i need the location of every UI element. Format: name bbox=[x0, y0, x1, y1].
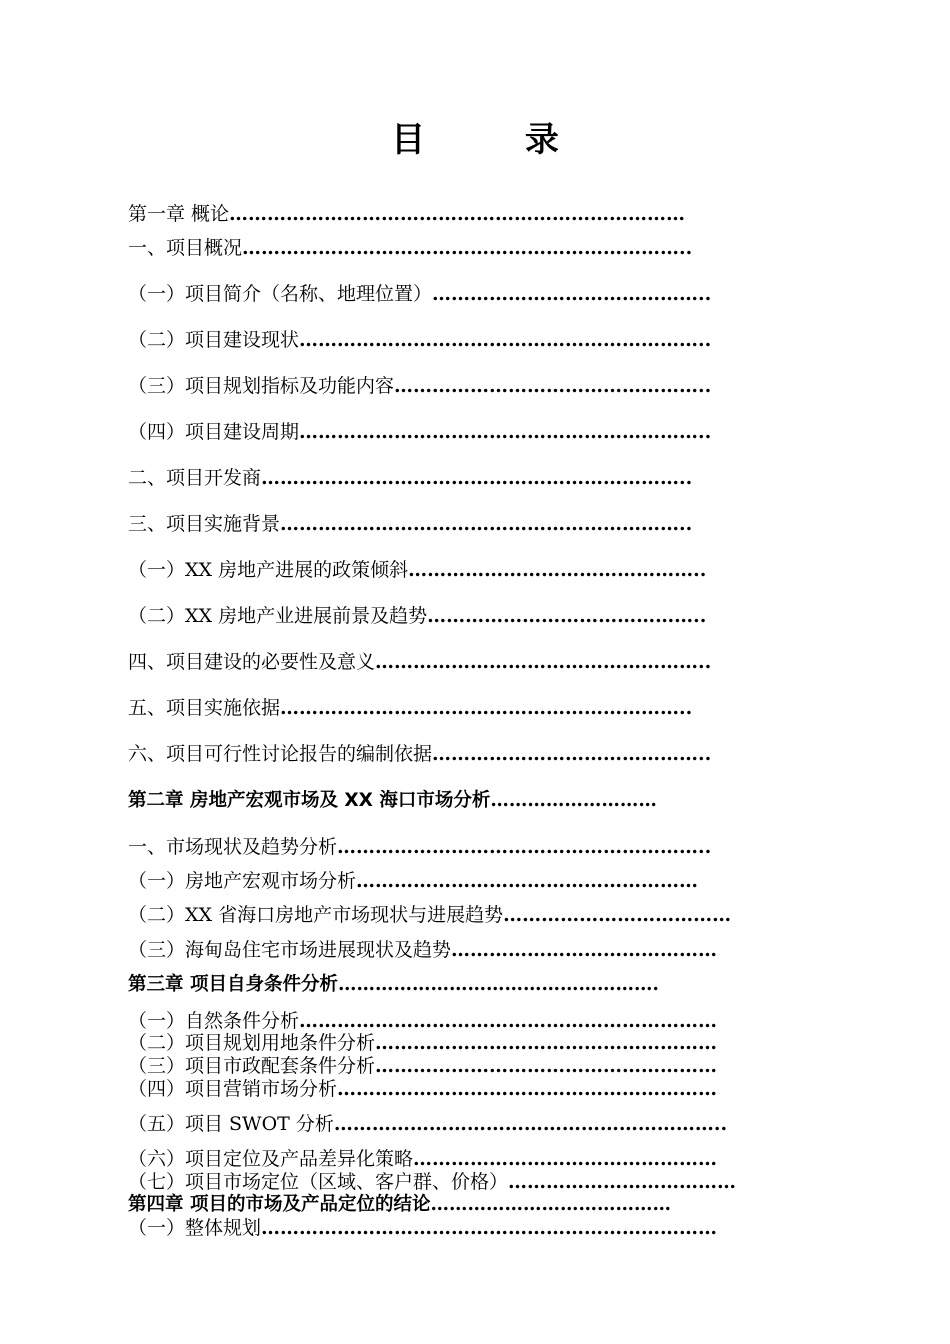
toc-entry-text: （三）项目规划指标及功能内容 bbox=[128, 375, 395, 397]
toc-entry[interactable] bbox=[128, 1193, 671, 1217]
toc-entry-text: 第三章 项目自身条件分析 bbox=[128, 974, 338, 995]
toc-entry-text: （一）整体规划 bbox=[128, 1217, 262, 1239]
toc-entry[interactable] bbox=[128, 1147, 717, 1171]
toc-entry-text: 四、项目建设的必要性及意义 bbox=[128, 651, 376, 673]
toc-entry[interactable] bbox=[128, 1216, 717, 1240]
toc-leader-dots: ………………………………………….. bbox=[394, 375, 712, 397]
toc-leader-dots: ……………………… bbox=[490, 790, 657, 811]
toc-entry-text: （四）项目营销市场分析 bbox=[128, 1078, 338, 1100]
toc-entry-text: 一、市场现状及趋势分析 bbox=[128, 836, 338, 858]
toc-entry[interactable] bbox=[128, 512, 692, 536]
toc-entry-text: （五）项目 SWOT 分析 bbox=[128, 1113, 334, 1135]
toc-entry[interactable] bbox=[128, 742, 711, 766]
toc-leader-dots: ……………………………………………………………… bbox=[229, 203, 686, 225]
toc-leader-dots: ……………………………… bbox=[508, 1171, 737, 1193]
toc-entry[interactable] bbox=[128, 1077, 717, 1101]
toc-entry[interactable] bbox=[128, 650, 711, 674]
toc-entry-text: （四）项目建设周期 bbox=[128, 421, 300, 443]
toc-leader-dots: ………………………………………… bbox=[413, 1148, 718, 1170]
toc-entry-text: （一）房地产宏观市场分析 bbox=[128, 870, 357, 892]
toc-entry-text: 第一章 概论 bbox=[128, 203, 230, 225]
toc-entry[interactable] bbox=[128, 696, 692, 720]
toc-entry[interactable] bbox=[128, 1054, 717, 1078]
toc-entry[interactable] bbox=[128, 789, 657, 813]
toc-entry[interactable] bbox=[128, 604, 706, 628]
toc-leader-dots: ……………………………………………… bbox=[375, 1055, 718, 1077]
toc-entry[interactable] bbox=[128, 1009, 717, 1033]
toc-leader-dots: …………………………………………….. bbox=[375, 651, 712, 673]
toc-leader-dots: …………………………………….. bbox=[432, 283, 712, 305]
toc-entry[interactable] bbox=[128, 466, 692, 490]
toc-entry-text: （一）XX 房地产进展的政策倾斜 bbox=[128, 559, 409, 581]
toc-leader-dots: …………………………………………………… bbox=[337, 1078, 718, 1100]
toc-leader-dots: …………………………………….. bbox=[427, 605, 707, 627]
toc-leader-dots: …………………………………………………….. bbox=[333, 1113, 728, 1135]
toc-entry[interactable] bbox=[128, 282, 711, 306]
toc-entry[interactable] bbox=[128, 938, 717, 962]
toc-leader-dots: ………………………………………………….. bbox=[337, 836, 712, 858]
toc-leader-dots: ………………………………… bbox=[430, 1194, 671, 1215]
page-title: 目 录 bbox=[391, 120, 603, 160]
toc-entry-text: （二）XX 房地产业进展前景及趋势 bbox=[128, 605, 428, 627]
toc-entry[interactable] bbox=[128, 1112, 727, 1136]
toc-entry[interactable] bbox=[128, 328, 711, 352]
toc-entry-text: （六）项目定位及产品差异化策略 bbox=[128, 1148, 414, 1170]
toc-entry-text: （二）XX 省海口房地产市场现状与进展趋势 bbox=[128, 904, 504, 926]
toc-leader-dots: ……………………………………………. bbox=[337, 974, 659, 995]
toc-entry[interactable] bbox=[128, 558, 706, 582]
toc-entry[interactable] bbox=[128, 1170, 736, 1194]
toc-leader-dots: ……………………………… bbox=[503, 904, 732, 926]
toc-entry-text: （一）自然条件分析 bbox=[128, 1010, 300, 1032]
toc-entry-text: （七）项目市场定位（区域、客户群、价格） bbox=[128, 1171, 509, 1193]
toc-leader-dots: ……………………………………………… bbox=[356, 870, 699, 892]
toc-leader-dots: ……………………………………………………………… bbox=[261, 1217, 718, 1239]
toc-entry-text: （三）海甸岛住宅市场进展现状及趋势 bbox=[128, 939, 452, 961]
toc-entry-text: 一、项目概况 bbox=[128, 237, 243, 259]
toc-entry-text: 六、项目可行性讨论报告的编制依据 bbox=[128, 743, 433, 765]
toc-leader-dots: ………………………………………………………… bbox=[299, 1010, 718, 1032]
toc-leader-dots: ……………………………………………………….. bbox=[299, 329, 712, 351]
toc-leader-dots: ………………………………………………………….. bbox=[261, 467, 693, 489]
toc-leader-dots: ……………………………………….. bbox=[408, 559, 707, 581]
toc-leader-dots: ……………………………………………………….. bbox=[299, 421, 712, 443]
toc-entry-text: （一）项目简介（名称、地理位置） bbox=[128, 283, 433, 305]
toc-entry[interactable] bbox=[128, 1031, 717, 1055]
toc-leader-dots: …………………………………………………………….. bbox=[242, 237, 693, 259]
toc-entry-text: （三）项目市政配套条件分析 bbox=[128, 1055, 376, 1077]
toc-entry-text: 第四章 项目的市场及产品定位的结论 bbox=[128, 1194, 431, 1215]
toc-entry[interactable] bbox=[128, 903, 731, 927]
toc-entry[interactable] bbox=[128, 869, 698, 893]
toc-entry[interactable] bbox=[128, 202, 685, 226]
toc-entry[interactable] bbox=[128, 973, 659, 997]
toc-entry-text: （二）项目建设现状 bbox=[128, 329, 300, 351]
toc-leader-dots: …………………………………….. bbox=[432, 743, 712, 765]
toc-entry-text: 二、项目开发商 bbox=[128, 467, 262, 489]
toc-entry-text: （二）项目规划用地条件分析 bbox=[128, 1032, 376, 1054]
toc-entry-text: 三、项目实施背景 bbox=[128, 513, 281, 535]
toc-leader-dots: ……………………………………………………….. bbox=[280, 513, 693, 535]
toc-leader-dots: ……………………………………………………….. bbox=[280, 697, 693, 719]
toc-entry[interactable] bbox=[128, 236, 692, 260]
toc-entry[interactable] bbox=[128, 420, 711, 444]
toc-entry-text: 五、项目实施依据 bbox=[128, 697, 281, 719]
toc-entry[interactable] bbox=[128, 374, 711, 398]
toc-entry[interactable] bbox=[128, 835, 711, 859]
toc-leader-dots: ……………………………………………… bbox=[375, 1032, 718, 1054]
toc-entry-text: 第二章 房地产宏观市场及 XX 海口市场分析 bbox=[128, 790, 491, 811]
toc-leader-dots: …………………………………… bbox=[451, 939, 718, 961]
